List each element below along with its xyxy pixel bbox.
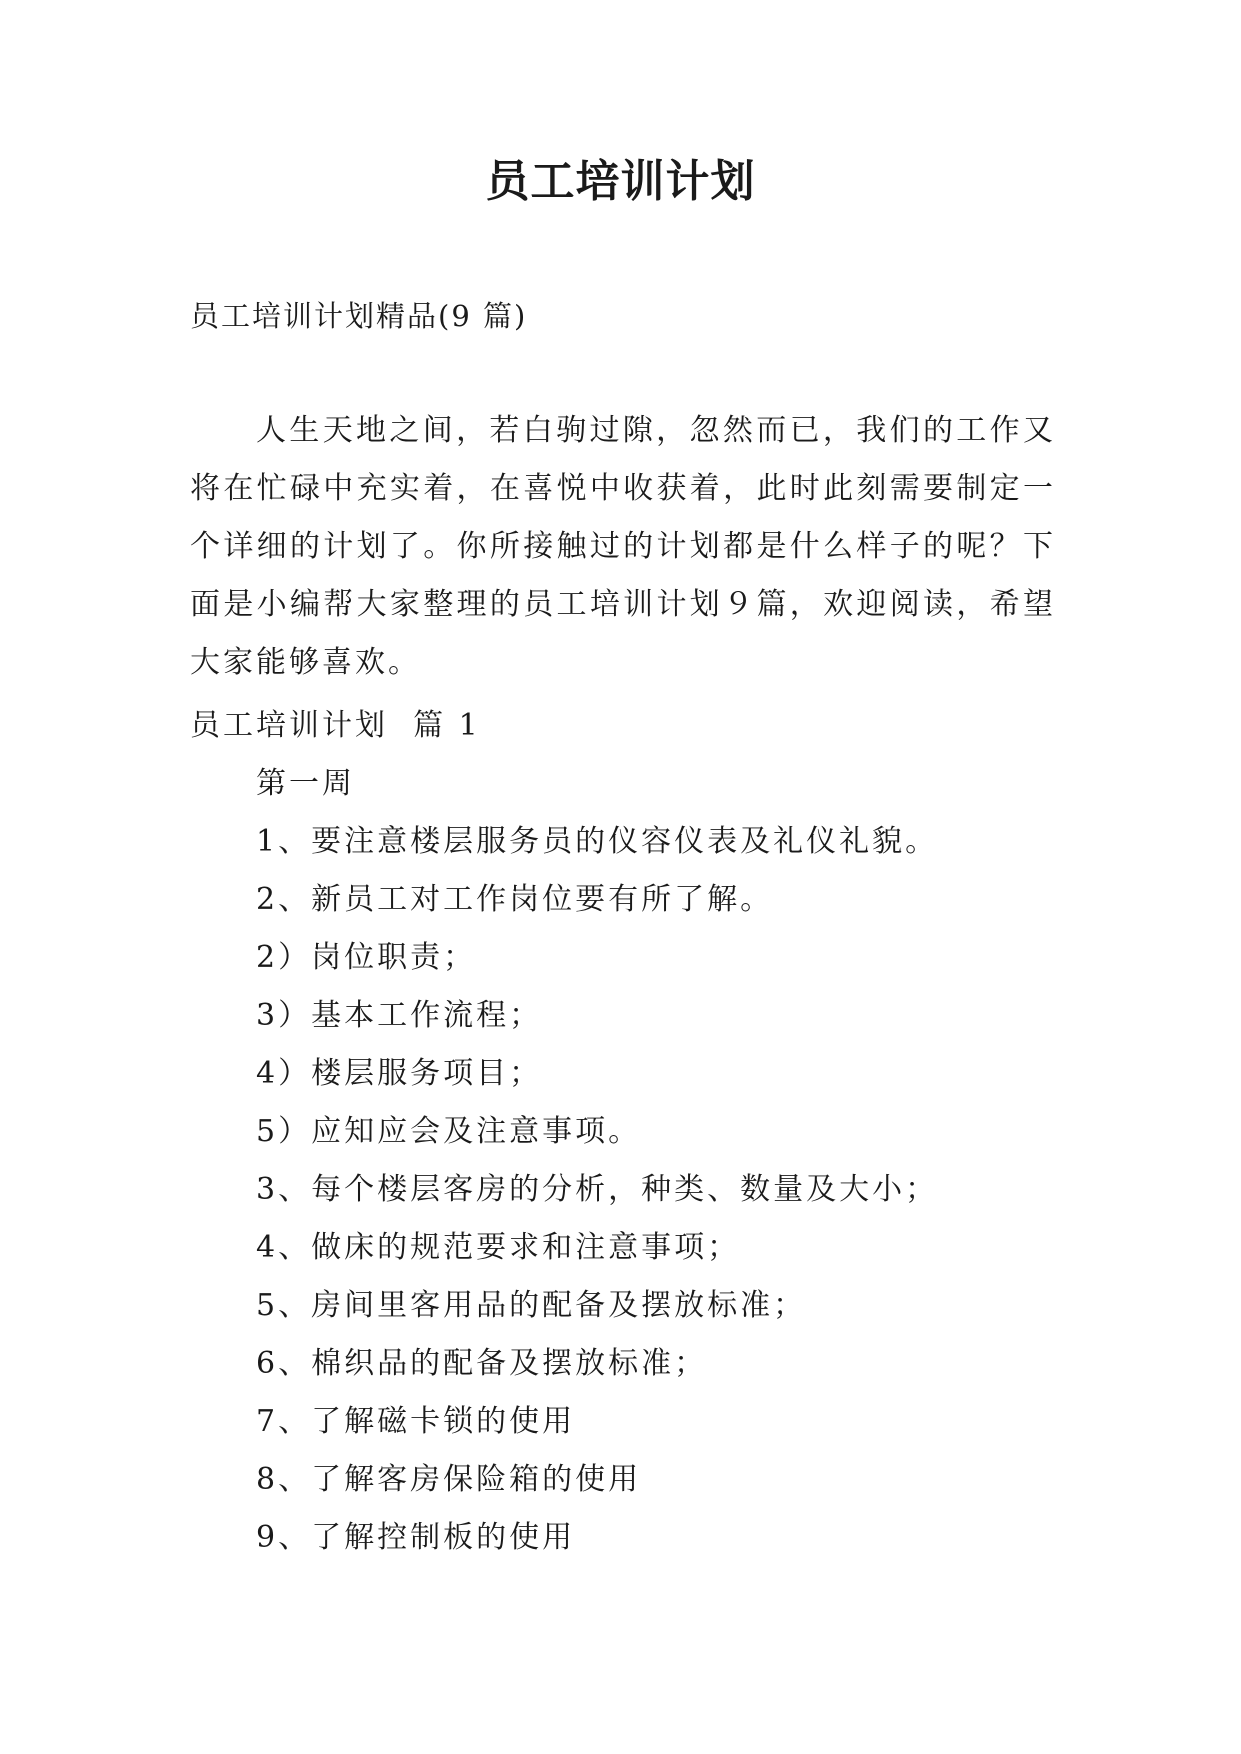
list-item: 3、每个楼层客房的分析，种类、数量及大小； <box>256 1172 939 1207</box>
list-item: 2、新员工对工作岗位要有所了解。 <box>256 882 774 917</box>
list-item: 3）基本工作流程； <box>256 998 543 1033</box>
list-item: 1、要注意楼层服务员的仪容仪表及礼仪礼貌。 <box>256 824 939 859</box>
list-item: 6、棉织品的配备及摆放标准； <box>256 1346 708 1381</box>
intro-paragraph: 人生天地之间，若白驹过隙，忽然而已，我们的工作又将在忙碌中充实着，在喜悦中收获着，此时此刻需要制定一个详细的计划了。你所接触过的计划都是什么样子的呢？下面是小编帮大家整理的员工培训计划９篇，欢迎阅读，希望大家能够喜欢。 <box>190 413 1056 680</box>
list-item: 8、了解客房保险箱的使用 <box>256 1462 642 1497</box>
list-item: 第一周 <box>256 766 355 801</box>
list-item: 7、了解磁卡锁的使用 <box>256 1404 576 1439</box>
list-item: 2）岗位职责； <box>256 940 477 975</box>
list-item: 4、做床的规范要求和注意事项； <box>256 1230 741 1265</box>
document-title: 员工培训计划 <box>485 156 756 207</box>
document-subtitle: 员工培训计划精品(9 篇) <box>190 299 528 333</box>
list-item: 5）应知应会及注意事项。 <box>256 1114 642 1149</box>
section-heading: 员工培训计划 篇 1 <box>190 708 481 743</box>
training-item-list <box>256 760 938 1572</box>
list-item: 5、房间里客用品的配备及摆放标准； <box>256 1288 807 1323</box>
list-item: 4）楼层服务项目； <box>256 1056 543 1091</box>
list-item: 9、了解控制板的使用 <box>256 1520 576 1555</box>
